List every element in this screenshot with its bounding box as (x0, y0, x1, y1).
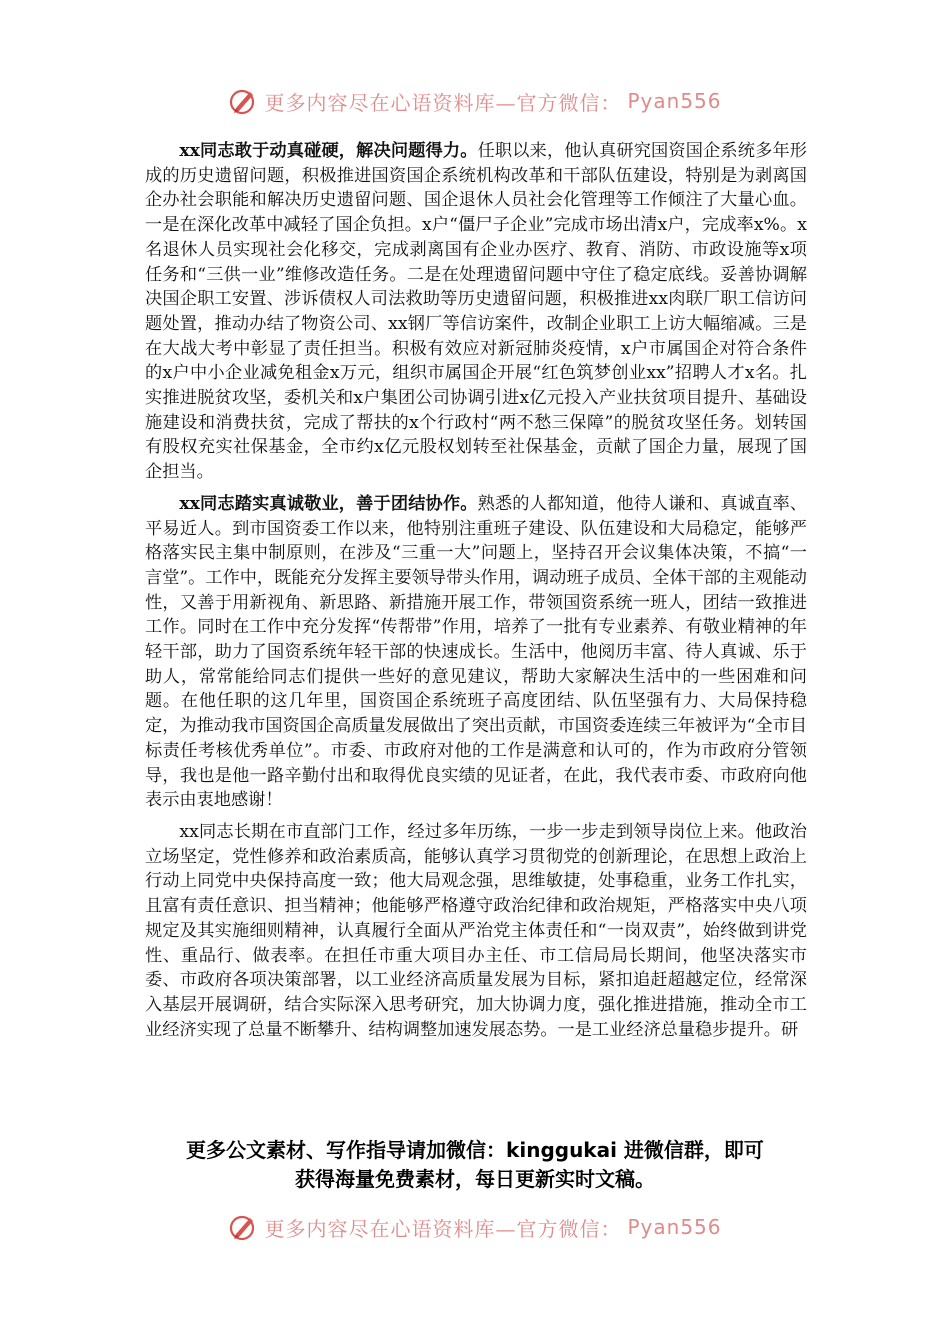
paragraph-1 (145, 139, 807, 485)
paragraph-2-body: 熟悉的人都知道，他待人谦和、真诚直率、平易近人。到市国资委工作以来，他特别注重班子建设、队伍建设和大局稳定，能够严格落实民主集中制原则，在涉及“三重一大”问题上，坚持召开会议集体决策，不搞“一言堂”。工作中，既能充分发挥主要领导带头作用，调动班子成员、全体干部的主观能动性，又善于用新视角、新思路、新措施开展工作，带领国资系统一班人，团结一致推进工作。同时在工作中充分发挥“传帮带”作用，培养了一批有专业素养、有敬业精神的年轻干部，助力了国资系统年轻干部的快速成长。生活中，他阅历丰富、待人真诚、乐于助人，常常能给同志们提供一些好的意见建议，帮助大家解决生活中的一些困难和问题。在他任职的这几年里，国资国企系统班子高度团结、队伍坚强有力、大局保持稳定，为推动我市国资国企高质量发展做出了突出贡献，市国资委连续三年被评为“全市目标责任考核优秀单位”。市委、市政府对他的工作是满意和认可的，作为市政府分管领导，我也是他一路辛勤付出和取得优良实绩的见证者，在此，我代表市委、市政府向他表示由衷地感谢！ (145, 493, 807, 811)
paragraph-1-body: 任职以来，他认真研究国资国企系统多年形成的历史遗留问题，积极推进国资国企系统机构改革和干部队伍建设，特别是为剥离国企办社会职能和解决历史遗留问题、国企退休人员社会化管理等工作倾注了大量心血。一是在深化改革中减轻了国企负担。x户“僵尸子企业”完成市场出清x户，完成率x%。x名退休人员实现社会化移交，完成剥离国有企业办医疗、教育、消防、市政设施等x项任务和“三供一业”维修改造任务。二是在处理遗留问题中守住了稳定底线。妥善协调解决国企职工安置、涉诉债权人司法救助等历史遗留问题，积极推进xx肉联厂职工信访问题处置，推动办结了物资公司、xx钢厂等信访案件，改制企业职工上访大幅缩减。三是在大战大考中彰显了责任担当。积极有效应对新冠肺炎疫情，x户市属国企对符合条件的x户中小企业减免租金x万元，组织市属国企开展“红色筑梦创业xx”招聘人才x名。扎实推进脱贫攻坚，委机关和x户集团公司协调引进x亿元投入产业扶贫项目提升、基础设施建设和消费扶贫，完成了帮扶的x个行政村“两不愁三保障”的脱贫攻坚任务。划转国有股权充实社保基金，全市约x亿元股权划转至社保基金，贡献了国企力量，展现了国企担当。 (145, 141, 807, 483)
footer-watermark (0, 1212, 950, 1242)
watermark-text: 更多内容尽在心语资料库—官方微信： (264, 90, 622, 115)
watermark-contact: Pyan556 (627, 89, 722, 113)
promo-line-2: 获得海量免费素材，每日更新实时文稿。 (295, 1167, 655, 1191)
pen-logo-icon (228, 1212, 258, 1242)
pen-logo-icon (228, 86, 258, 116)
watermark-contact: Pyan556 (627, 1215, 722, 1239)
header-watermark (0, 86, 950, 116)
paragraph-1-lead: xx同志敢于动真碰硬，解决问题得力。 (179, 141, 478, 161)
paragraph-2 (145, 492, 807, 813)
paragraph-2-lead: xx同志踏实真诚敬业，善于团结协作。 (179, 493, 478, 514)
document-body (145, 139, 807, 1049)
promo-banner (0, 1136, 950, 1194)
paragraph-3 (145, 820, 807, 1042)
watermark-text: 更多内容尽在心语资料库—官方微信： (264, 1216, 622, 1241)
promo-line-1: 更多公文素材、写作指导请加微信：kinggukai 进微信群，即可 (186, 1138, 764, 1162)
paragraph-3-body: xx同志长期在市直部门工作，经过多年历练，一步一步走到领导岗位上来。他政治立场坚定，党性修养和政治素质高，能够认真学习贯彻党的创新理论，在思想上政治上行动上同党中央保持高度一致；他大局观念强，思维敏捷，处事稳重，业务工作扎实，且富有责任意识、担当精神；他能够严格遵守政治纪律和政治规矩，严格落实中央八项规定及其实施细则精神，认真履行全面从严治党主体责任和“一岗双责”，始终做到讲党性、重品行、做表率。在担任市重大项目办主任、市工信局局长期间，他坚决落实市委、市政府各项决策部署，以工业经济高质量发展为目标，紧扣追赶超越定位，经常深入基层开展调研，结合实际深入思考研究，加大协调力度，强化推进措施，推动全市工业经济实现了总量不断攀升、结构调整加速发展态势。一是工业经济总量稳步提升。研 (145, 821, 807, 1040)
